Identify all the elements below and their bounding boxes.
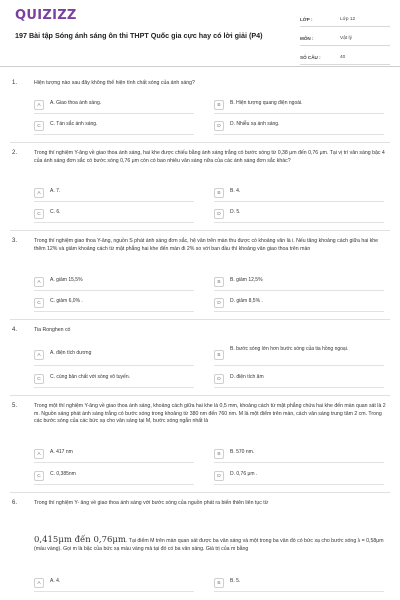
option-text: B. giảm 12,5% [230, 277, 263, 283]
option-text: B. Hiện tượng quang điện ngoài. [230, 100, 303, 106]
option-text: A. giảm 15,5% [50, 277, 83, 283]
formula: 0,415μm đến 0,76μm [34, 535, 126, 545]
question-number: 3. [12, 238, 18, 244]
option-text: D. Nhiễu xạ ánh sáng. [230, 121, 280, 127]
option-letter: D [214, 374, 224, 384]
option-text: B. 570 nm. [230, 449, 255, 455]
option-letter: D [214, 209, 224, 219]
option-text: A. 7. [50, 188, 61, 194]
option-3b[interactable] [214, 274, 384, 291]
option-text: C. 0,385nm [50, 471, 76, 477]
option-letter: D [214, 121, 224, 131]
option-2c[interactable] [34, 206, 194, 223]
document-title: 197 Bài tập Sóng ánh sáng ôn thi THPT Quốc gia cực hay có lời giải (P4) [15, 31, 263, 40]
option-text: D. 5. [230, 209, 241, 215]
divider [10, 395, 390, 396]
option-text: D. 0,76 μm . [230, 471, 258, 477]
question-text: Tia Ronghen có [34, 327, 71, 333]
question-text-continued [34, 536, 386, 553]
option-letter: A [34, 350, 44, 360]
option-letter: C [34, 209, 44, 219]
option-1c[interactable] [34, 118, 194, 135]
option-1b[interactable] [214, 97, 384, 114]
option-text: D. giảm 8,5% . [230, 298, 263, 304]
meta-label: MÔN : [300, 35, 314, 41]
divider [10, 142, 390, 143]
option-6b[interactable] [214, 575, 384, 592]
option-letter: B [214, 578, 224, 588]
option-3c[interactable] [34, 295, 194, 312]
question-number: 5. [12, 403, 18, 409]
question-number: 6. [12, 500, 18, 506]
worksheet-header [0, 0, 400, 67]
meta-row-subject [300, 31, 390, 46]
question-text-tail: . Tại điểm M trên màn quan sát được ba vân sáng và một trong ba vân đó có bức xạ cho bước sóng λ = 0,58μm (màu vàng). Gọi m là bậc của bức xạ màu vàng mà tại đó có ba vân sáng. Giá trị của m bằng [34, 538, 384, 552]
question-text: Trong thí nghiệm giao thoa Y-âng, nguồn S phát ánh sáng đơn sắc, hệ vân trên màn thu được có khoảng vân là i. Nếu tăng khoảng cách giữa hai khe thêm 12% và giảm khoảng cách từ mặt phẳng hai khe đến màn đi 2% so với ban đầu thì khoảng vân giao thoa trên màn [34, 238, 379, 252]
option-text: A. 417 nm [50, 449, 73, 455]
option-letter: A [34, 578, 44, 588]
quizizz-logo: QUIZIZZ [15, 8, 77, 23]
option-letter: C [34, 471, 44, 481]
option-6a[interactable] [34, 575, 194, 592]
option-letter: B [214, 188, 224, 198]
question-text: Trong một thí nghiệm Y-âng về giao thoa ánh sáng, khoảng cách giữa hai khe là 0,5 mm, khoảng cách từ mặt phẳng chứa hai khe đến màn quan sát là 2 m. Nguồn sáng phát ánh sáng trắng có bước sóng trong khoảng từ 380 nm đến 760 nm. M là một điểm trên màn, cách vân sáng trung tâm 2 cm. Trong các bước sóng của các bức xạ cho vân sáng tại M, bước sóng ngắn nhất là [34, 403, 386, 425]
option-4a[interactable] [34, 345, 194, 366]
divider [10, 492, 390, 493]
option-text: A. 4. [50, 578, 61, 584]
option-5b[interactable] [214, 446, 384, 463]
option-text: A. Giao thoa ánh sáng. [50, 100, 102, 106]
question-text: Hiện tượng nào sau đây không thể hiện tính chất sóng của ánh sáng? [34, 80, 195, 86]
option-letter: A [34, 449, 44, 459]
option-5d[interactable] [214, 468, 384, 485]
question-number: 2. [12, 150, 18, 156]
option-letter: D [214, 298, 224, 308]
option-text: B. 4. [230, 188, 241, 194]
option-4d[interactable] [214, 371, 384, 388]
option-1d[interactable] [214, 118, 384, 135]
option-5a[interactable] [34, 446, 194, 463]
option-letter: A [34, 277, 44, 287]
option-letter: A [34, 188, 44, 198]
option-4c[interactable] [34, 371, 194, 388]
option-text: D. điện tích âm [230, 374, 264, 380]
meta-row-class [300, 12, 390, 27]
meta-row-count [300, 50, 390, 65]
option-letter: B [214, 350, 224, 360]
option-text: C. giảm 6,0% . [50, 298, 83, 304]
option-2b[interactable] [214, 185, 384, 202]
meta-table [300, 12, 390, 69]
option-letter: A [34, 100, 44, 110]
option-letter: C [34, 374, 44, 384]
meta-label: LỚP : [300, 16, 313, 22]
option-text: B. bước sóng lớn hơn bước sóng của tia hồng ngoại. [230, 346, 349, 352]
option-5c[interactable] [34, 468, 194, 485]
option-text: C. 6. [50, 209, 61, 215]
option-letter: B [214, 277, 224, 287]
divider [10, 319, 390, 320]
question-text: Trong thí nghiệm Y-âng về giao thoa ánh sáng, hai khe được chiếu bằng ánh sáng trắng có bước sóng từ 0,38 μm đến 0,76 μm. Tại vị trí vân sáng bậc 4 của ánh sáng đơn sắc có bước sóng 0,76 μm còn có bao nhiêu vân sáng nữa của các ánh sáng đơn sắc khác? [34, 150, 385, 164]
option-3d[interactable] [214, 295, 384, 312]
question-text: Trong thí nghiệm Y- âng về giao thoa ánh sáng với bước sóng của nguồn phát ra biến thiên liên tục từ [34, 500, 269, 506]
option-letter: C [34, 298, 44, 308]
option-1a[interactable] [34, 97, 194, 114]
divider [10, 230, 390, 231]
option-2a[interactable] [34, 185, 194, 202]
option-4b[interactable] [214, 345, 384, 366]
option-text: C. Tán sắc ánh sáng. [50, 121, 98, 127]
option-3a[interactable] [34, 274, 194, 291]
option-letter: B [214, 449, 224, 459]
option-text: B. 5. [230, 578, 241, 584]
meta-value: 40 [340, 54, 346, 60]
option-letter: D [214, 471, 224, 481]
meta-value: Vật lý [340, 35, 352, 41]
option-text: C. cùng bản chất với sóng vô tuyến. [50, 374, 130, 380]
option-text: A. điện tích dương [50, 350, 92, 356]
meta-value: Lớp 12 [340, 16, 356, 22]
question-number: 4. [12, 327, 18, 333]
option-letter: B [214, 100, 224, 110]
question-number: 1. [12, 80, 18, 86]
meta-label: SỐ CÂU : [300, 54, 321, 60]
option-2d[interactable] [214, 206, 384, 223]
option-letter: C [34, 121, 44, 131]
